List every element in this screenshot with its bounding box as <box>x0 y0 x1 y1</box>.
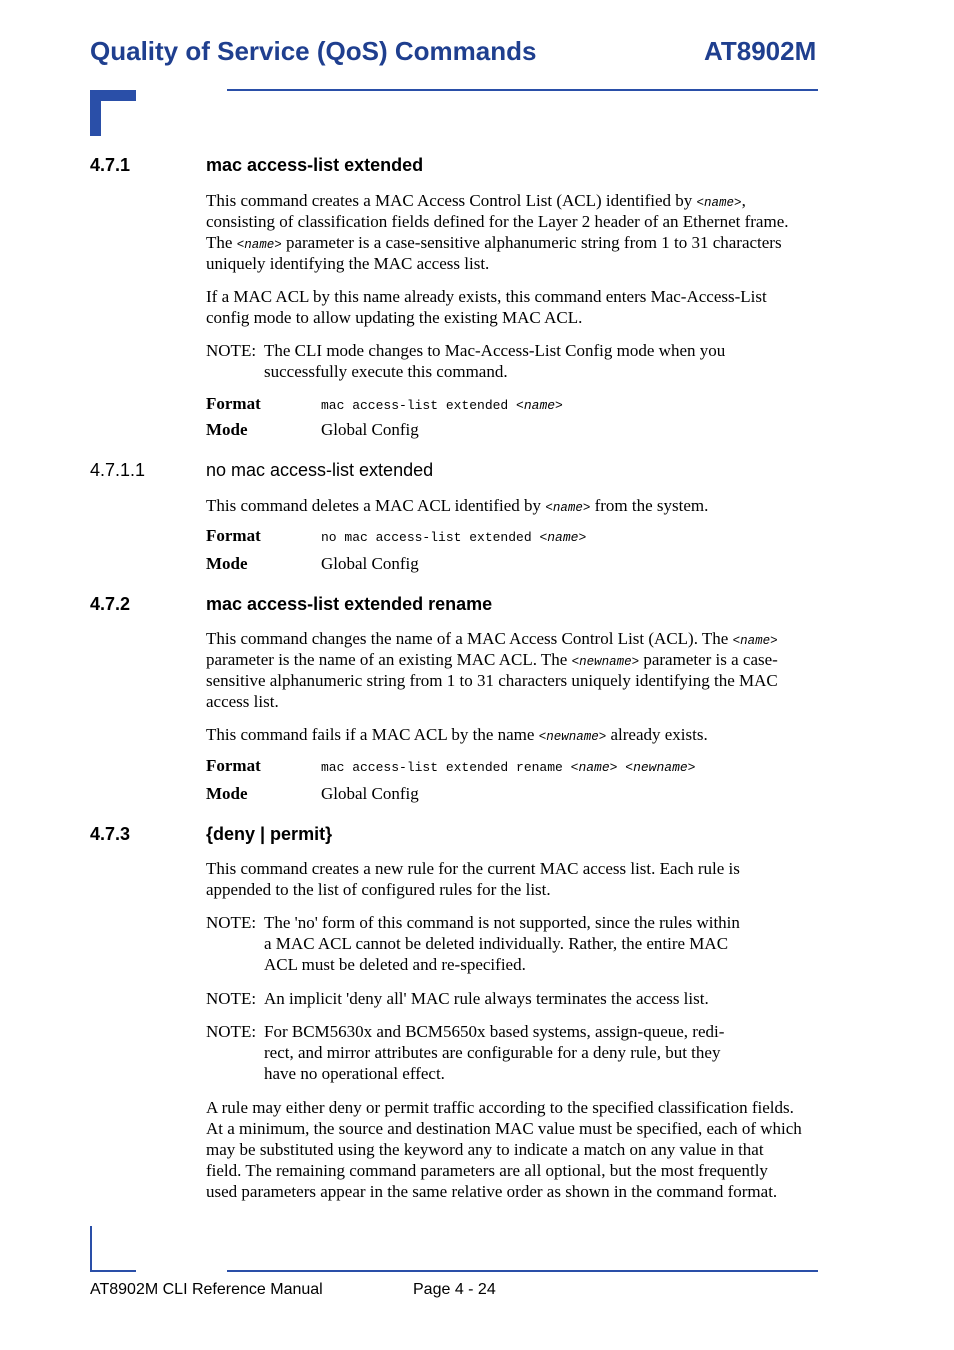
section-number: 4.7.3 <box>90 824 131 844</box>
newname-placeholder: <newname> <box>571 655 640 669</box>
format-label: Format <box>206 756 261 775</box>
command-arg: <name> <box>570 760 618 775</box>
text: have no operational effect. <box>264 1064 445 1083</box>
command-arg: <name> <box>516 398 563 413</box>
name-placeholder: <name> <box>545 501 591 515</box>
paragraph-4-7-1-1-desc <box>206 495 820 516</box>
text: This command creates a MAC Access Control List (ACL) identified by <box>206 191 697 210</box>
name-placeholder: <name> <box>236 238 282 252</box>
chapter-title: Quality of Service (QoS) Commands <box>90 36 537 66</box>
mode-label: Mode <box>206 784 248 803</box>
mode-label: Mode <box>206 420 248 439</box>
text: ACL must be deleted and re-specified. <box>264 955 526 974</box>
name-placeholder: <name> <box>696 196 742 210</box>
text: , <box>741 191 746 210</box>
text: appended to the list of configured rules for the list. <box>206 880 551 899</box>
note-label: NOTE: <box>206 1022 257 1041</box>
text: parameter is a case-sensitive alphanumeric string from 1 to 31 characters <box>281 233 782 252</box>
paragraph-4-7-2-desc <box>206 628 820 712</box>
section-number: 4.7.2 <box>90 594 131 614</box>
paragraph-4-7-3-rule <box>206 1097 820 1202</box>
text: This command changes the name of a MAC Access Control List (ACL). The <box>206 629 733 648</box>
text: parameter is a case- <box>639 650 778 669</box>
paragraph-4-7-2-fails <box>206 724 820 745</box>
text: This command fails if a MAC ACL by the name <box>206 725 539 744</box>
text: consisting of classification fields defined for the Layer 2 header of an Ethernet frame. <box>206 212 789 231</box>
footer-corner-mark <box>90 1270 136 1272</box>
section-number: 4.7.1 <box>90 155 131 175</box>
mode-value: Global Config <box>321 784 419 803</box>
text: config mode to allow updating the existing MAC ACL. <box>206 308 583 327</box>
paragraph-4-7-3-desc <box>206 858 820 900</box>
note-label: NOTE: <box>206 341 257 360</box>
newname-placeholder: <newname> <box>538 730 607 744</box>
format-label: Format <box>206 526 261 545</box>
note-label: NOTE: <box>206 913 257 932</box>
text: successfully execute this command. <box>264 362 508 381</box>
text: already exists. <box>606 725 708 744</box>
command-syntax <box>321 757 695 778</box>
text: An implicit 'deny all' MAC rule always terminates the access list. <box>264 989 709 1008</box>
text: used parameters appear in the same relative order as shown in the command format. <box>206 1182 778 1201</box>
text: If a MAC ACL by this name already exists, this command enters Mac-Access-List <box>206 287 767 306</box>
section-heading-4-7-1-1 <box>90 459 433 481</box>
section-title: {deny | permit} <box>206 824 333 844</box>
format-label: Format <box>206 394 261 413</box>
text: This command creates a new rule for the current MAC access list. Each rule is <box>206 859 740 878</box>
footer-corner-mark-vertical <box>90 1226 92 1272</box>
text: parameter is the name of an existing MAC ACL. The <box>206 650 572 669</box>
command-syntax <box>321 395 563 416</box>
section-title: mac access-list extended <box>206 155 424 175</box>
mode-value: Global Config <box>321 420 419 439</box>
section-number: 4.7.1.1 <box>90 460 146 480</box>
section-title: no mac access-list extended <box>206 460 434 480</box>
paragraph-4-7-1-existing <box>206 286 820 328</box>
text: rect, and mirror attributes are configurable for a deny rule, but they <box>264 1043 721 1062</box>
note-label: NOTE: <box>206 989 257 1008</box>
header-corner-mark-vertical <box>90 90 101 136</box>
text: The CLI mode changes to Mac-Access-List Config mode when you <box>264 341 726 360</box>
footer-manual-title: AT8902M CLI Reference Manual <box>90 1281 323 1298</box>
text: This command deletes a MAC ACL identified by <box>206 496 546 515</box>
text: access list. <box>206 692 279 711</box>
text: may be substituted using the keyword any to indicate a match on any value in that <box>206 1140 764 1159</box>
text: sensitive alphanumeric string from 1 to 31 characters uniquely identifying the MAC <box>206 671 778 690</box>
command-text: mac access-list extended rename <box>321 760 571 775</box>
paragraph-4-7-1-desc <box>206 190 820 274</box>
command-text: no mac access-list extended <box>321 530 540 545</box>
footer-rule <box>227 1270 818 1272</box>
section-heading-4-7-2 <box>90 593 492 615</box>
header-rule <box>227 89 818 91</box>
command-text: mac access-list extended <box>321 398 517 413</box>
product-name: AT8902M <box>704 36 817 66</box>
text: For BCM5630x and BCM5650x based systems, assign-queue, redi- <box>264 1022 725 1041</box>
text: The <box>206 233 237 252</box>
text: The 'no' form of this command is not supported, since the rules within <box>264 913 740 932</box>
section-heading-4-7-1 <box>90 154 423 176</box>
command-syntax <box>321 527 586 548</box>
text: At a minimum, the source and destination MAC value must be specified, each of which <box>206 1119 802 1138</box>
section-heading-4-7-3 <box>90 823 332 845</box>
command-arg: <newname> <box>625 760 696 775</box>
text: from the system. <box>590 496 709 515</box>
text: field. The remaining command parameters are all optional, but the most frequently <box>206 1161 768 1180</box>
text: uniquely identifying the MAC access list. <box>206 254 490 273</box>
command-arg: <name> <box>539 530 587 545</box>
text: a MAC ACL cannot be deleted individually. Rather, the entire MAC <box>264 934 729 953</box>
mode-label: Mode <box>206 554 248 573</box>
mode-value: Global Config <box>321 554 419 573</box>
footer-page-number: Page 4 - 24 <box>413 1281 496 1298</box>
text: A rule may either deny or permit traffic according to the specified classification fields. <box>206 1098 794 1117</box>
section-title: mac access-list extended rename <box>206 594 493 614</box>
name-placeholder: <name> <box>732 634 778 648</box>
